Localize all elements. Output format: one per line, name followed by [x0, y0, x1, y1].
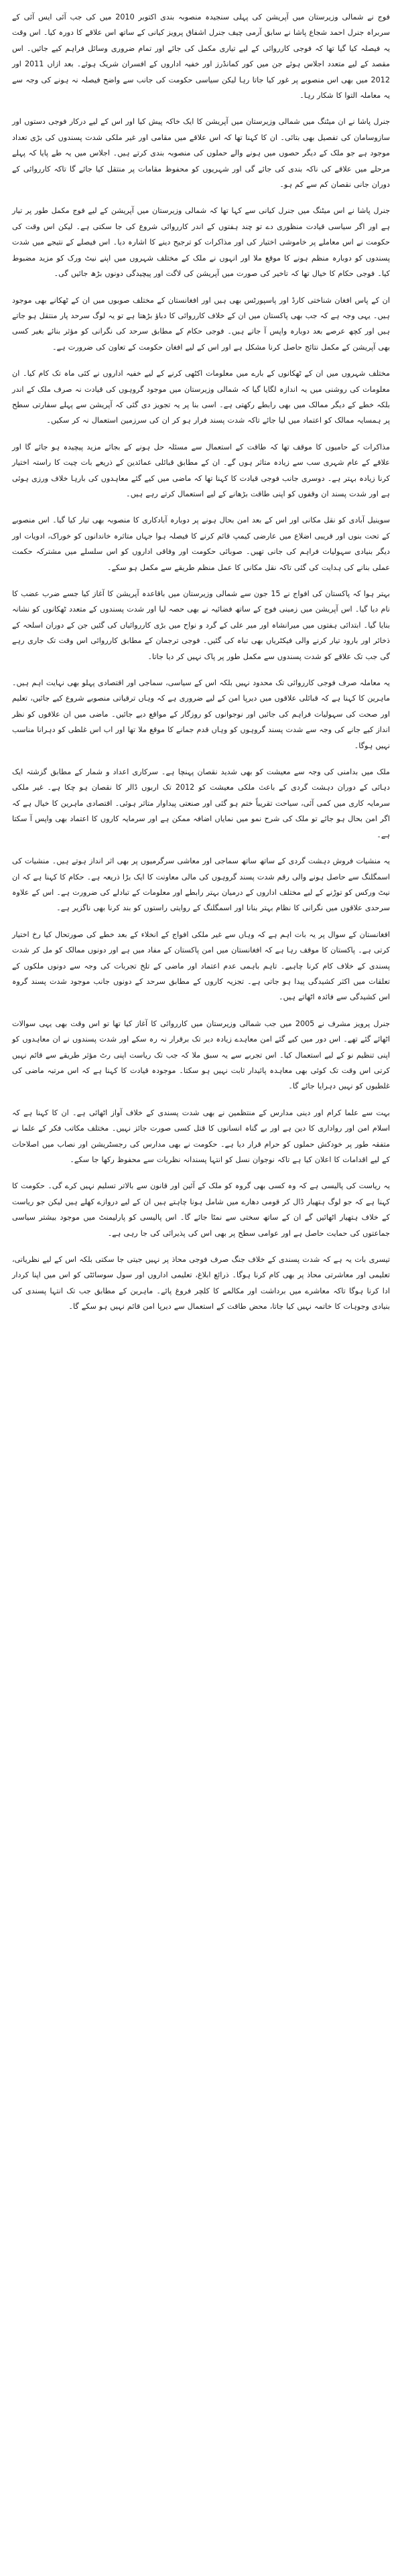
paragraph: یہ منشیات فروش دہشت گردی کے ساتھ ساتھ سماجی اور معاشی سرگرمیوں پر بھی اثر انداز ہوتے ہیں۔ منشیات کی اسمگلنگ سے حاصل ہونے والی رقم شدت پسند گروہوں کی مالی معاونت کا ایک بڑا ذریعہ ہے۔ حکام کا کہنا ہے کہ ان نیٹ ورکس کو توڑنے کے لیے مختلف اداروں کے درمیان بہتر رابطے اور معلومات کے تبادلے کی ضرورت ہے۔ اس کے علاوہ سرحدی علاقوں میں نگرانی کا نظام بہتر بنانا اور اسمگلنگ کے روایتی راستوں کو بند کرنا بھی ناگزیر ہے۔: [12, 857, 390, 913]
paragraph: یہ معاملہ صرف فوجی کارروائی تک محدود نہیں بلکہ اس کے سیاسی، سماجی اور اقتصادی پہلو بھی نہایت اہم ہیں۔ ماہرین کا کہنا ہے کہ قبائلی علاقوں میں دیرپا امن کے لیے ضروری ہے کہ وہاں ترقیاتی منصوبے شروع کیے جائیں، تعلیم اور صحت کی سہولیات فراہم کی جائیں اور نوجوانوں کو روزگار کے مواقع دیے جائیں۔ ماضی میں ان علاقوں کو نظر انداز کیے جانے کی وجہ سے شدت پسند گروہوں کو وہاں قدم جمانے کا موقع ملا تھا اور اب اس غلطی کو دہرانا مناسب نہیں ہوگا۔: [12, 678, 390, 750]
paragraph: افغانستان کے سوال پر یہ بات اہم ہے کہ وہاں سے غیر ملکی افواج کے انخلاء کے بعد خطے کی صورتحال کیا رخ اختیار کرتی ہے۔ پاکستان کا موقف رہا ہے کہ افغانستان میں امن پاکستان کے مفاد میں ہے اور دونوں ممالک کو مل کر شدت پسندی کے خلاف کام کرنا چاہیے۔ تاہم باہمی عدم اعتماد اور ماضی کے تلخ تجربات کی وجہ سے دونوں ملکوں کے تعلقات میں اکثر کشیدگی پیدا ہو جاتی ہے۔ تجزیہ کاروں کے مطابق سرحد کے دونوں جانب موجود شدت پسند گروہ اس کشیدگی سے فائدہ اٹھاتے ہیں۔: [12, 930, 390, 1002]
paragraph: تیسری بات یہ ہے کہ شدت پسندی کے خلاف جنگ صرف فوجی محاذ پر نہیں جیتی جا سکتی بلکہ اس کے لیے نظریاتی، تعلیمی اور معاشرتی محاذ پر بھی کام کرنا ہوگا۔ ذرائع ابلاغ، تعلیمی اداروں اور سول سوسائٹی کو اس میں اپنا کردار ادا کرنا ہوگا تاکہ معاشرے میں برداشت اور مکالمے کا کلچر فروغ پائے۔ ماہرین کے مطابق جب تک انتہا پسندی کی بنیادی وجوہات کا خاتمہ نہیں کیا جاتا، محض طاقت کے استعمال سے دیرپا امن قائم نہیں ہو سکے گا۔: [12, 1255, 390, 1311]
paragraph: سوینیل آبادی کو نقل مکانی اور اس کے بعد امن بحال ہونے پر دوبارہ آبادکاری کا منصوبہ بھی تیار کیا گیا۔ اس منصوبے کے تحت بنوں اور قریبی اضلاع میں عارضی کیمپ قائم کرنے کا فیصلہ ہوا جہاں متاثرہ خاندانوں کو خوراک، ادویات اور دیگر بنیادی سہولیات فراہم کی جانی تھیں۔ صوبائی حکومت اور وفاقی اداروں کو اس سلسلے میں مشترکہ حکمت عملی بنانے کی ہدایت کی گئی تاکہ نقل مکانی کا عمل منظم طریقے سے مکمل ہو سکے۔: [12, 516, 390, 572]
paragraph: مذاکرات کے حامیوں کا موقف تھا کہ طاقت کے استعمال سے مسئلہ حل ہونے کے بجائے مزید پیچیدہ ہو جائے گا اور علاقے کے عام شہری سب سے زیادہ متاثر ہوں گے۔ ان کے مطابق قبائلی عمائدین کے ذریعے بات چیت کا راستہ اختیار کرنا زیادہ بہتر ہے۔ دوسری جانب فوجی قیادت کا کہنا تھا کہ ماضی میں کیے گئے معاہدوں کی بارہا خلاف ورزی ہوئی ہے اور شدت پسند ان وقفوں کو اپنی طاقت بڑھانے کے لیے استعمال کرتے رہے ہیں۔: [12, 442, 390, 498]
paragraph: جنرل پاشا نے اس میٹنگ میں جنرل کیانی سے کہا تھا کہ شمالی وزیرستان میں آپریشن کے لیے فوج مکمل طور پر تیار ہے اور اگر سیاسی قیادت منظوری دے تو چند ہفتوں کے اندر کارروائی شروع کی جا سکتی ہے۔ لیکن اس وقت کی حکومت نے اس معاملے پر خاموشی اختیار کی اور مذاکرات کو ترجیح دینے کا اشارہ دیا۔ اس فیصلے کے نتیجے میں شدت پسندوں کو دوبارہ منظم ہونے کا موقع ملا اور انہوں نے ملک کے مختلف شہروں میں اپنے نیٹ ورک کو مزید مضبوط کیا۔ فوجی حکام کا خیال تھا کہ تاخیر کی صورت میں آپریشن کی لاگت اور پیچیدگی دونوں بڑھ جائیں گی۔: [12, 206, 390, 279]
paragraph: بہتر ہوا کہ پاکستان کی افواج نے 15 جون سے شمالی وزیرستان میں باقاعدہ آپریشن کا آغاز کیا جسے ضرب عضب کا نام دیا گیا۔ اس آپریشن میں زمینی فوج کے ساتھ فضائیہ نے بھی حصہ لیا اور شدت پسندوں کے متعدد ٹھکانوں کو نشانہ بنایا گیا۔ ابتدائی ہفتوں میں میرانشاہ اور میر علی کے گرد و نواح میں بڑی کارروائیاں کی گئیں جن کے دوران اسلحہ کے ذخائر اور بارود تیار کرنے والی فیکٹریاں بھی تباہ کی گئیں۔ فوجی ترجمان کے مطابق کارروائی اس وقت تک جاری رہے گی جب تک علاقے کو شدت پسندوں سے مکمل طور پر پاک نہیں کر دیا جاتا۔: [12, 589, 391, 661]
paragraph: مختلف شہروں میں ان کے ٹھکانوں کے بارے میں معلومات اکٹھی کرنے کے لیے خفیہ اداروں نے کئی ماہ تک کام کیا۔ ان معلومات کی روشنی میں یہ اندازہ لگایا گیا کہ شمالی وزیرستان میں موجود گروہوں کی قیادت نہ صرف ملک کے اندر بلکہ خطے کے دیگر ممالک میں بھی رابطے رکھتی ہے۔ اسی بنا پر یہ تجویز دی گئی کہ آپریشن سے پہلے سفارتی سطح پر ہمسایہ ممالک کو اعتماد میں لیا جائے تاکہ شدت پسند فرار ہو کر ان کی سرزمین استعمال نہ کر سکیں۔: [12, 369, 390, 425]
paragraph: جنرل پاشا نے ان میٹنگ میں شمالی وزیرستان میں آپریشن کا ایک خاکہ پیش کیا اور اس کے لیے درکار فوجی دستوں اور سازوسامان کی تفصیل بھی بتائی۔ ان کا کہنا تھا کہ اس علاقے میں مقامی اور غیر ملکی شدت پسندوں کی بڑی تعداد موجود ہے جو ملک کے دیگر حصوں میں ہونے والے حملوں کی منصوبہ بندی کرتے ہیں۔ اجلاس میں یہ طے پایا کہ پہلے مرحلے میں علاقے کی ناکہ بندی کی جائے گی اور شہریوں کو محفوظ مقامات پر منتقل کیا جائے گا تاکہ کارروائی کے دوران جانی نقصان کم سے کم ہو۔: [12, 117, 390, 190]
paragraph: ملک میں بدامنی کی وجہ سے معیشت کو بھی شدید نقصان پہنچا ہے۔ سرکاری اعداد و شمار کے مطابق گزشتہ ایک دہائی کے دوران دہشت گردی کے باعث ملکی معیشت کو 2012 تک اربوں ڈالر کا نقصان ہو چکا ہے۔ غیر ملکی سرمایہ کاری میں کمی آئی، سیاحت تقریباً ختم ہو گئی اور صنعتی پیداوار متاثر ہوئی۔ اقتصادی ماہرین کا خیال ہے کہ اگر امن بحال ہو جائے تو ملک کی شرح نمو میں نمایاں اضافہ ممکن ہے اور سرمایہ کاروں کا اعتماد بھی واپس آ سکتا ہے۔: [12, 768, 390, 839]
paragraph: ان کے پاس افغان شناختی کارڈ اور پاسپورٹس بھی ہیں اور افغانستان کے مختلف صوبوں میں ان کے ٹھکانے بھی موجود ہیں۔ یہی وجہ ہے کہ جب بھی پاکستان میں ان کے خلاف کارروائی کا دباؤ بڑھتا ہے تو یہ لوگ سرحد پار منتقل ہو جاتے ہیں اور کچھ عرصے بعد دوبارہ واپس آ جاتے ہیں۔ فوجی حکام کے مطابق سرحد کی نگرانی کو مؤثر بنائے بغیر کسی بھی آپریشن کے مکمل نتائج حاصل کرنا مشکل ہے اور اس کے لیے افغان حکومت کے تعاون کی ضرورت ہے۔: [12, 295, 390, 352]
paragraph: فوج نے شمالی وزیرستان میں آپریشن کی پہلی سنجیدہ منصوبہ بندی اکتوبر 2010 میں کی جب آئی ایس آئی کے سربراہ جنرل احمد شجاع پاشا نے سابق آرمی چیف جنرل اشفاق پرویز کیانی کے ساتھ اس علاقے کا دورہ کیا۔ اس وقت یہ فیصلہ کیا گیا تھا کہ فوجی کارروائی کے لیے تیاری مکمل کی جائے اور تمام ضروری وسائل فراہم کیے جائیں۔ اس مقصد کے لیے متعدد اجلاس ہوئے جن میں کور کمانڈرز اور خفیہ اداروں کے افسران شریک ہوئے۔ بعد ازاں 2011 اور 2012 میں بھی اس منصوبے پر غور کیا جاتا رہا لیکن سیاسی حکومت کی جانب سے واضح فیصلہ نہ ہونے کی وجہ سے یہ معاملہ التوا کا شکار رہا۔: [12, 13, 390, 100]
paragraph: جنرل پرویز مشرف نے 2005 میں جب شمالی وزیرستان میں کارروائی کا آغاز کیا تھا تو اس وقت بھی یہی سوالات اٹھائے گئے تھے۔ اس دور میں کیے گئے امن معاہدے زیادہ دیر تک برقرار نہ رہ سکے اور شدت پسندوں نے ان معاہدوں کو اپنی تنظیم نو کے لیے استعمال کیا۔ اس تجربے سے یہ سبق ملا کہ جب تک ریاست اپنی رٹ مؤثر طریقے سے قائم نہیں کرتی اس وقت تک کوئی بھی معاہدہ پائیدار ثابت نہیں ہو سکتا۔ موجودہ قیادت کا کہنا ہے کہ اس مرتبہ ماضی کی غلطیوں کو نہیں دہرایا جائے گا۔: [12, 1019, 390, 1091]
paragraph: یہ ریاست کی پالیسی ہے کہ وہ کسی بھی گروہ کو ملک کے آئین اور قانون سے بالاتر تسلیم نہیں کرے گی۔ حکومت کا کہنا ہے کہ جو لوگ ہتھیار ڈال کر قومی دھارے میں شامل ہونا چاہتے ہیں ان کے لیے دروازے کھلے ہیں لیکن جو ریاست کے خلاف ہتھیار اٹھائیں گے ان کے ساتھ سختی سے نمٹا جائے گا۔ اس پالیسی کو پارلیمنٹ میں موجود بیشتر سیاسی جماعتوں کی حمایت حاصل ہے اور عوامی سطح پر بھی اس کی پذیرائی کی جا رہی ہے۔: [12, 1182, 390, 1238]
paragraph: بہت سے علما کرام اور دینی مدارس کے منتظمین نے بھی شدت پسندی کے خلاف آواز اٹھائی ہے۔ ان کا کہنا ہے کہ اسلام امن اور رواداری کا دین ہے اور بے گناہ انسانوں کا قتل کسی صورت جائز نہیں۔ مختلف مکاتب فکر کے علما نے متفقہ طور پر خودکش حملوں کو حرام قرار دیا ہے۔ حکومت نے بھی مدارس کی رجسٹریشن اور نصاب میں اصلاحات کے لیے اقدامات کا اعلان کیا ہے تاکہ نوجوان نسل کو انتہا پسندانہ نظریات سے محفوظ رکھا جا سکے۔: [12, 1108, 390, 1164]
